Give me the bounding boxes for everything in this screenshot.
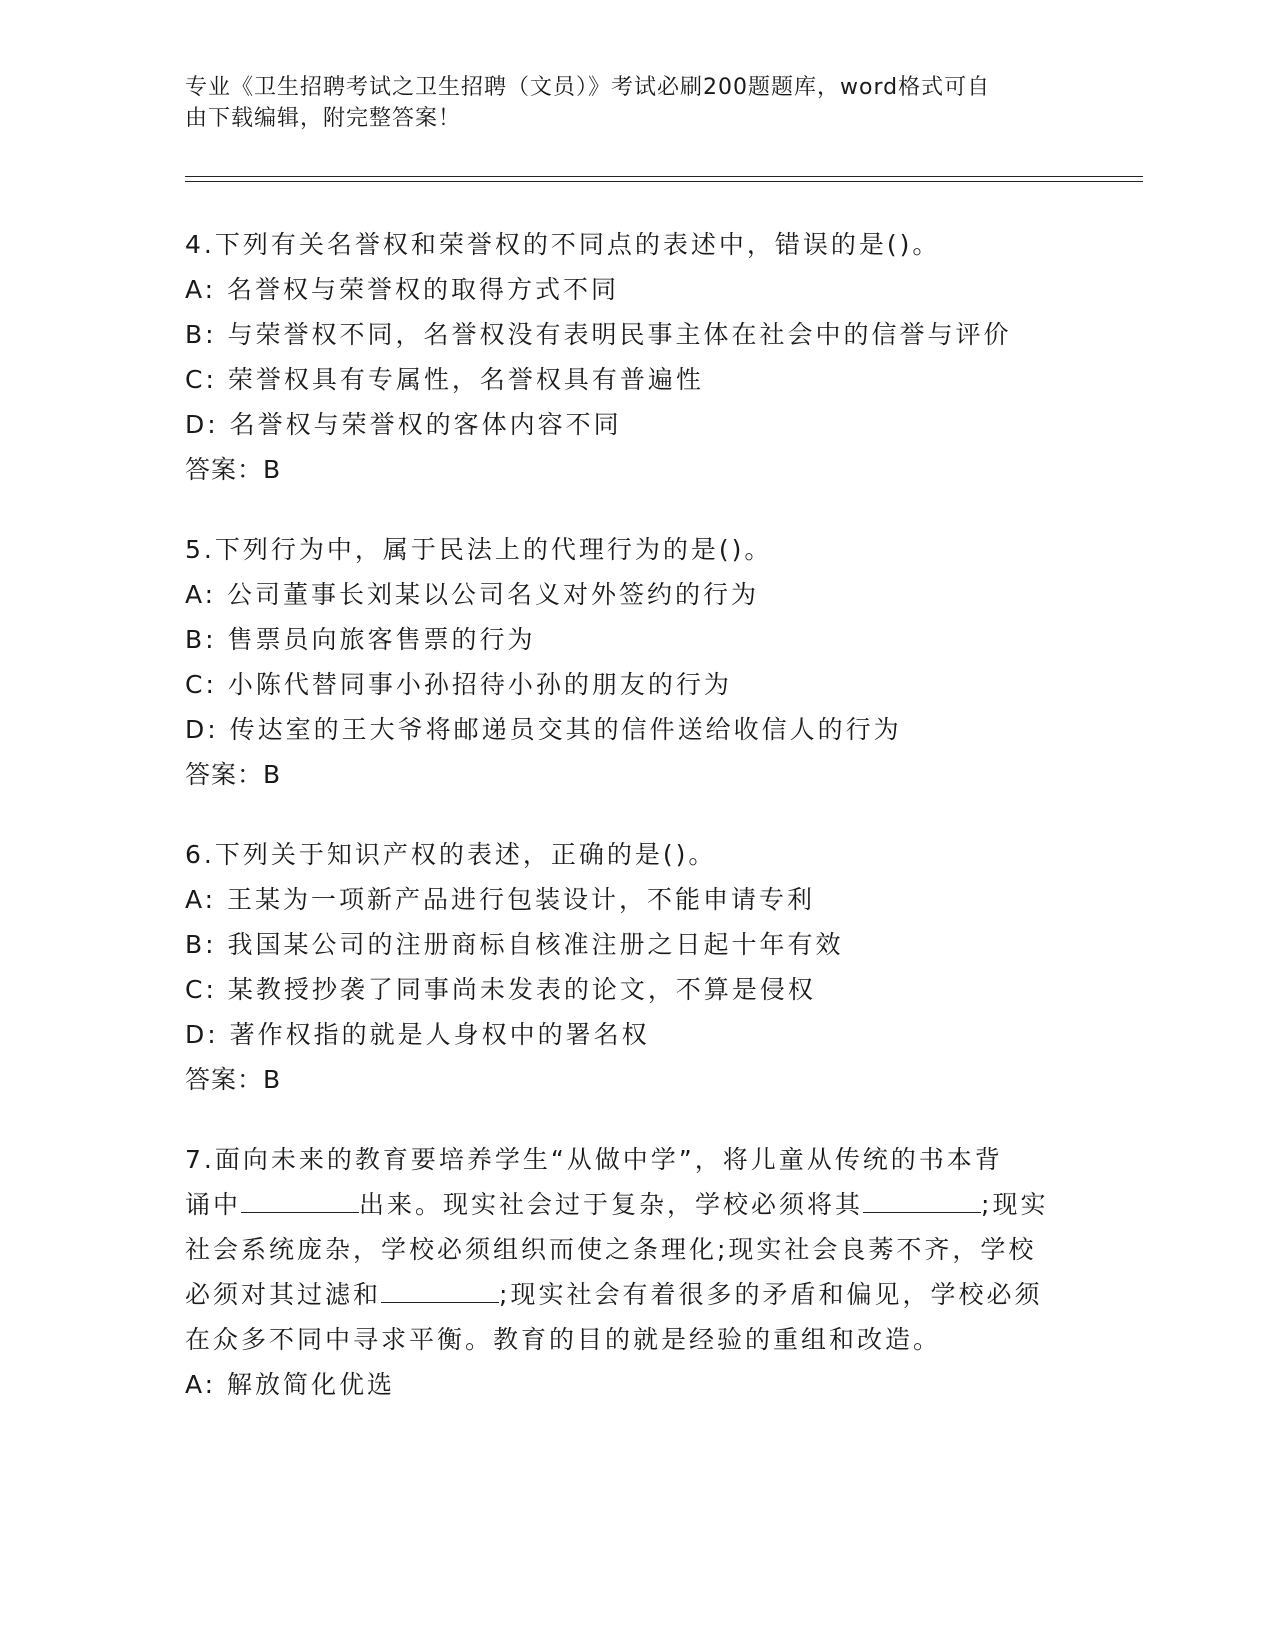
question-block [185,222,1085,492]
stem-text: ;现实社会有着很多的矛盾和偏见，学校必须 [499,1280,1043,1309]
option-c: C: 小陈代替同事小孙招待小孙的朋友的行为 [185,670,732,699]
stem-text: 诵中 [185,1190,242,1219]
header-divider-top [185,176,1143,177]
question-stem-line-5: 在众多不同中寻求平衡。教育的目的就是经验的重组和改造。 [185,1325,942,1354]
answer-line: 答案：B [185,760,282,789]
stem-text: 必须对其过滤和 [185,1280,382,1309]
option-d: D: 名誉权与荣誉权的客体内容不同 [185,410,622,439]
fill-blank-3 [381,1278,499,1303]
header-line-1: 专业《卫生招聘考试之卫生招聘（文员）》考试必刷200题题库，word格式可自 [185,75,991,100]
option-d: D: 传达室的王大爷将邮递员交其的信件送给收信人的行为 [185,715,902,744]
question-stem: 6.下列关于知识产权的表述，正确的是()。 [185,840,717,869]
option-c: C: 某教授抄袭了同事尚未发表的论文，不算是侵权 [185,975,816,1004]
option-b: B: 售票员向旅客售票的行为 [185,625,536,654]
answer-line: 答案：B [185,1065,282,1094]
option-a: A: 王某为一项新产品进行包装设计，不能申请专利 [185,885,816,914]
question-block [185,832,1085,1102]
stem-text: ;现实 [981,1190,1049,1219]
option-a: A: 公司董事长刘某以公司名义对外签约的行为 [185,580,760,609]
question-stem-line-2 [185,1182,1085,1227]
header-divider-bottom [185,181,1143,182]
question-stem-line-4 [185,1272,1085,1317]
header-line-2: 由下载编辑，附完整答案！ [185,106,462,131]
question-stem-line-3: 社会系统庞杂，学校必须组织而使之条理化;现实社会良莠不齐，学校 [185,1235,1037,1264]
option-d: D: 著作权指的就是人身权中的署名权 [185,1020,650,1049]
option-b: B: 与荣誉权不同，名誉权没有表明民事主体在社会中的信誉与评价 [185,320,1012,349]
question-stem: 4.下列有关名誉权和荣誉权的不同点的表述中，错误的是()。 [185,230,941,259]
document-header [185,72,1065,134]
option-c: C: 荣誉权具有专属性，名誉权具有普遍性 [185,365,704,394]
answer-line: 答案：B [185,455,282,484]
option-a: A: 名誉权与荣誉权的取得方式不同 [185,275,620,304]
option-b: B: 我国某公司的注册商标自核准注册之日起十年有效 [185,930,844,959]
question-block [185,527,1085,797]
stem-text: 出来。现实社会过于复杂，学校必须将其 [359,1190,864,1219]
question-block [185,1137,1085,1407]
fill-blank-2 [863,1188,981,1213]
fill-blank-1 [241,1188,359,1213]
question-stem: 5.下列行为中，属于民法上的代理行为的是()。 [185,535,773,564]
option-a: A: 解放简化优选 [185,1370,396,1399]
question-stem-line-1: 7.面向未来的教育要培养学生“从做中学”，将儿童从传统的书本背 [185,1145,1003,1174]
